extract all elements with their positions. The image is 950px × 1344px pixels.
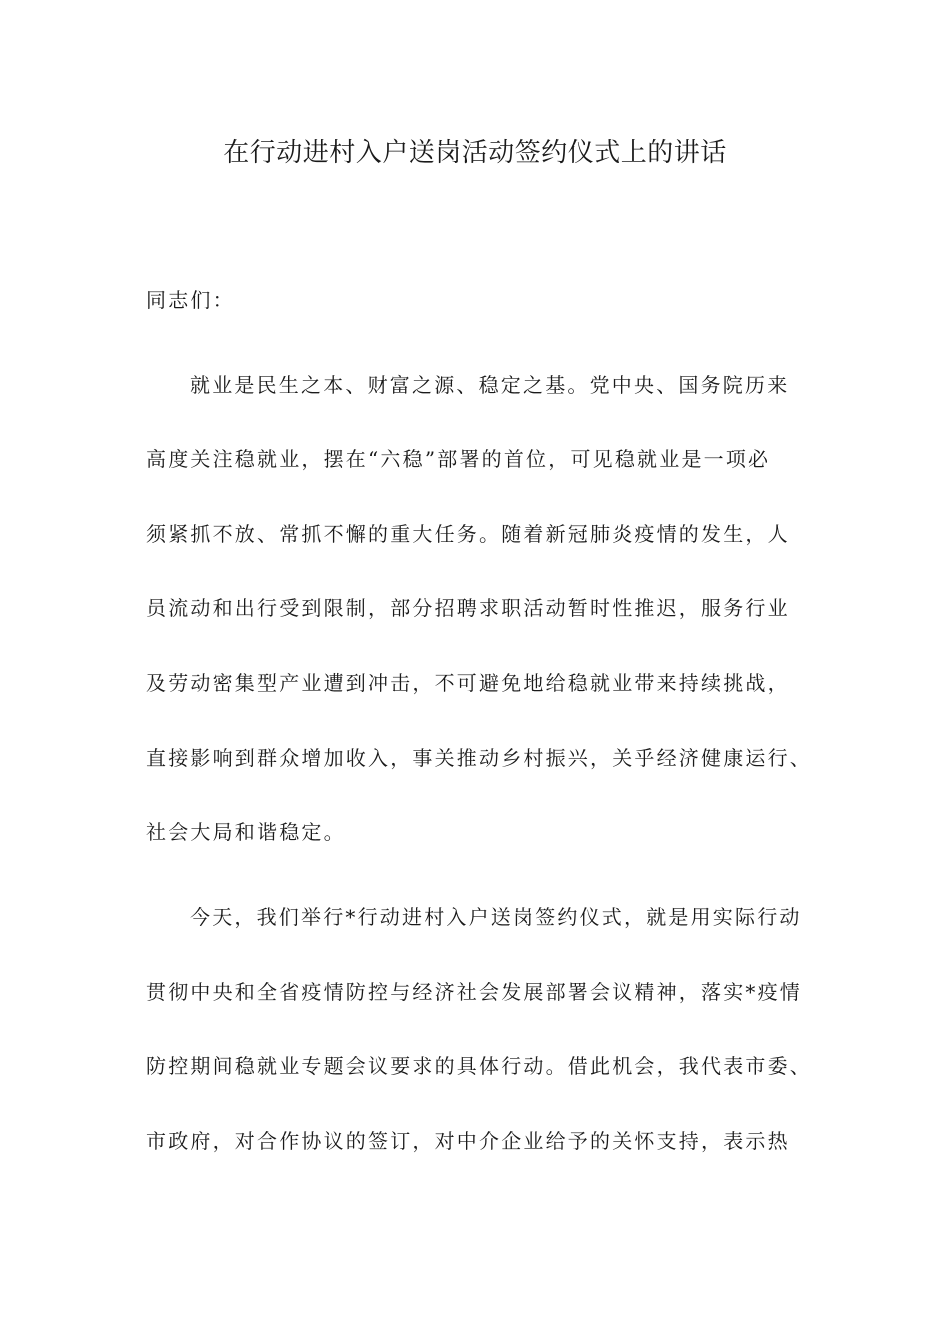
paragraph-2-line-3: 防控期间稳就业专题会议要求的具体行动。借此机会，我代表市委、	[146, 1054, 812, 1078]
paragraph-1-line-6: 直接影响到群众增加收入，事关推动乡村振兴，关乎经济健康运行、	[146, 746, 812, 770]
paragraph-2-line-1: 今天，我们举行*行动进村入户送岗签约仪式，就是用实际行动	[190, 905, 802, 929]
document-title: 在行动进村入户送岗活动签约仪式上的讲话	[223, 138, 727, 168]
paragraph-2-line-2: 贯彻中央和全省疫情防控与经济社会发展部署会议精神，落实*疫情	[146, 980, 802, 1004]
salutation: 同志们：	[146, 288, 235, 312]
paragraph-1-line-7: 社会大局和谐稳定。	[146, 820, 346, 844]
paragraph-1-line-3: 须紧抓不放、常抓不懈的重大任务。随着新冠肺炎疫情的发生，人	[146, 522, 790, 546]
paragraph-1-line-1: 就业是民生之本、财富之源、稳定之基。党中央、国务院历来	[190, 373, 790, 397]
paragraph-2-line-4: 市政府，对合作协议的签订，对中介企业给予的关怀支持，表示热	[146, 1129, 790, 1153]
paragraph-1-line-5: 及劳动密集型产业遭到冲击，不可避免地给稳就业带来持续挑战，	[146, 671, 790, 695]
paragraph-1-line-4: 员流动和出行受到限制，部分招聘求职活动暂时性推迟，服务行业	[146, 596, 790, 620]
paragraph-1-line-2: 高度关注稳就业，摆在“六稳”部署的首位，可见稳就业是一项必	[146, 447, 771, 471]
